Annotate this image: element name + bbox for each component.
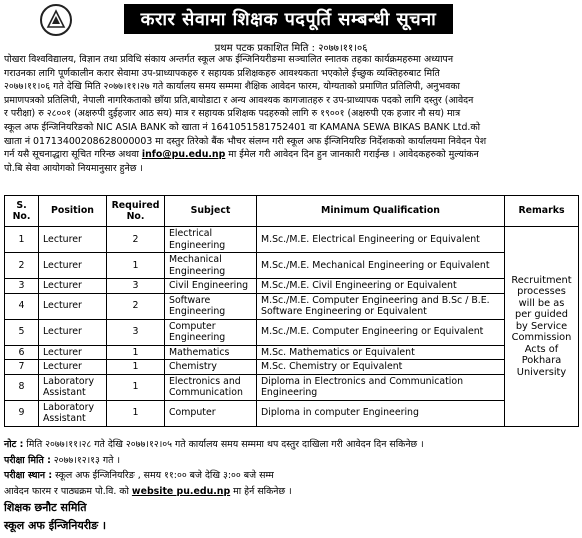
notice-body (4, 53, 578, 175)
note-text: मिति २०७७।११।२८ गते देखि २०७७।१२।०५ गते कार्यालय समय सम्ममा थप दस्तुर दाखिला गरी आवेदन दिन सकिनेछ । (23, 439, 424, 450)
exam-place-label: परीक्षा स्थान : (4, 470, 53, 482)
header-position: Position (39, 196, 107, 227)
cell-required: 2 (107, 293, 165, 319)
table-row (5, 360, 579, 375)
cell-subject: Chemistry (165, 360, 257, 375)
cell-subject: Computer Engineering (165, 319, 257, 345)
university-logo (40, 4, 72, 36)
form-line (4, 484, 578, 500)
cell-required: 2 (107, 227, 165, 253)
header-sn: S. No. (5, 196, 39, 227)
published-date: प्रथम पटक प्रकाशित मिति : २०७७।११।०६ (214, 43, 368, 54)
notice-text: गर्न यसै सूचनाद्धारा सूचित गरिन्छ अथवा (4, 149, 142, 161)
cell-subject: Electronics and Communication (165, 374, 257, 400)
cell-sn: 5 (5, 319, 39, 345)
cell-position: Lecturer (39, 253, 107, 279)
cell-qualification: M.Sc./M.E. Mechanical Engineering or Equivalent (257, 253, 505, 279)
notice-line: स्कूल अफ ईन्जिनियरिङको NIC ASIA BANK को खाता नं 1641051581752401 वा KAMANA SEWA BIKAS BANK Ltd.को (4, 121, 481, 133)
exam-place-text: स्कूल अफ ईन्जिनियरिङ , समय ११:०० बजे देखि ३:०० बजे सम्म (52, 470, 274, 482)
table-row (5, 279, 579, 294)
cell-position: Lecturer (39, 293, 107, 319)
table-row (5, 293, 579, 319)
cell-subject: Computer (165, 400, 257, 426)
cell-position: Laboratory Assistant (39, 400, 107, 426)
email-link[interactable]: info@pu.edu.np (141, 149, 226, 161)
notice-title: करार सेवामा शिक्षक पदपूर्ति सम्बन्धी सूचना (124, 4, 453, 34)
remarks-cell: Recruitment processes will be as per guided by Service Commission Acts of Pokhara University (505, 227, 579, 427)
cell-qualification: M.Sc. Mathematics or Equivalent (257, 345, 505, 360)
notice-footer (4, 437, 578, 535)
cell-subject: Mechanical Engineering (165, 253, 257, 279)
cell-subject: Civil Engineering (165, 279, 257, 294)
cell-sn: 4 (5, 293, 39, 319)
table-header-row (5, 196, 579, 227)
notice-line: पोखरा विश्वविद्यालय, विज्ञान तथा प्रविधि संकाय अन्तर्गत स्कूल अफ ईन्जिनियरीङमा सञ्चालित स्नातक तहका कार्यक्रमहरुमा अध्यापन (4, 54, 454, 65)
notice-line: पो.बि सेवा आयोगको नियमानुसार हुनेछ । (4, 162, 143, 174)
cell-required: 1 (107, 360, 165, 375)
exam-date-line (4, 453, 578, 469)
form-text: मा हेर्न सकिनेछ । (230, 485, 292, 497)
cell-qualification: M.Sc./M.E. Computer Engineering or Equivalent (257, 319, 505, 345)
cell-position: Lecturer (39, 345, 107, 360)
emblem-icon (44, 8, 68, 32)
cell-position: Lecturer (39, 227, 107, 253)
cell-qualification: M.Sc./M.E. Computer Engineering and B.Sc / B.E. Software Engineering or Equivalent (257, 293, 505, 319)
table-row (5, 253, 579, 279)
notice-line: र परीक्षा) रु २८००१ (अक्षरुपी दुईहजार आठ सय) मात्र र सहायक प्रशिक्षक पदहरुको लागि रु १९००१ (अक्षरुपी एक हजार नौ सय) मात्र (4, 108, 461, 120)
cell-sn: 2 (5, 253, 39, 279)
table-row (5, 227, 579, 253)
cell-qualification: Diploma in Electronics and Communication Engineering (257, 374, 505, 400)
cell-qualification: M.Sc. Chemistry or Equivalent (257, 360, 505, 375)
notice-line: गराउनका लागि पूर्णकालीन करार सेवामा उप-प्राध्यापकहरु र सहायक प्रशिक्षकहरु आवश्यकता भएकोले ईच्छुक व्यक्तिहरुबाट मिति (4, 67, 440, 79)
form-text: आवेदन फारम र पाठ्यक्रम पो.वि. को (4, 485, 132, 497)
committee-name: शिक्षक छनौट समिति (4, 501, 87, 515)
header-required: Required No. (107, 196, 165, 227)
header-remarks: Remarks (505, 196, 579, 227)
note-label: नोट : (4, 439, 24, 450)
school-name: स्कूल अफ ईन्जिनियरीङ । (4, 519, 107, 533)
cell-sn: 7 (5, 360, 39, 375)
cell-required: 1 (107, 253, 165, 279)
cell-subject: Electrical Engineering (165, 227, 257, 253)
table-row (5, 345, 579, 360)
cell-subject: Mathematics (165, 345, 257, 360)
cell-sn: 9 (5, 400, 39, 426)
website-link[interactable]: website pu.edu.np (131, 485, 231, 497)
notice-text: मा ईमेल गरी आवेदन दिन हुन जानकारी गराईन्छ । आवेदकहरुको मुल्यांकन (225, 149, 479, 161)
cell-sn: 3 (5, 279, 39, 294)
notice-line: प्रमाणपत्रको प्रतिलिपी, नेपाली नागरिकताको छाँया प्रति,बायोडाटा र अन्य आवश्यक कागजातहरु र उप-प्राध्यापक पदको लागि दस्तुर (आवेदन (4, 94, 474, 106)
vacancy-table (4, 195, 579, 427)
notice-line: २०७७।११।०६ गते देखि मिति २०७७।११।२७ गते कार्यालय समय सम्ममा शैक्षिक आवेदन फारम, योग्यताको प्रमाणित प्रतिलिपी, अनुभवका (4, 81, 460, 93)
header-subject: Subject (165, 196, 257, 227)
note-line (4, 437, 578, 453)
cell-subject: Software Engineering (165, 293, 257, 319)
cell-position: Lecturer (39, 360, 107, 375)
table-row (5, 400, 579, 426)
cell-sn: 8 (5, 374, 39, 400)
table-row (5, 374, 579, 400)
cell-position: Lecturer (39, 279, 107, 294)
notice-header (0, 0, 582, 40)
cell-qualification: M.Sc./M.E. Civil Engineering or Equivalent (257, 279, 505, 294)
notice-line: खाता नं 01713400208628000003 मा दस्तुर तिरेको बैंक भौचर संलग्न गरी स्कूल अफ ईन्जिनियरिङ निर्देशकको कार्यालयमा निवेदन पेश (4, 135, 487, 147)
notice-line-email (4, 148, 578, 162)
cell-position: Lecturer (39, 319, 107, 345)
exam-date-text: २०७७।१२।१३ गते । (50, 454, 121, 466)
exam-place-line (4, 468, 578, 484)
cell-required: 3 (107, 279, 165, 294)
cell-qualification: Diploma in computer Engineering (257, 400, 505, 426)
cell-required: 1 (107, 400, 165, 426)
cell-required: 3 (107, 319, 165, 345)
cell-qualification: M.Sc./M.E. Electrical Engineering or Equivalent (257, 227, 505, 253)
cell-required: 1 (107, 374, 165, 400)
cell-position: Laboratory Assistant (39, 374, 107, 400)
header-qualification: Minimum Qualification (257, 196, 505, 227)
cell-sn: 6 (5, 345, 39, 360)
cell-required: 1 (107, 345, 165, 360)
table-row (5, 319, 579, 345)
exam-date-label: परीक्षा मिति : (4, 454, 51, 466)
cell-sn: 1 (5, 227, 39, 253)
